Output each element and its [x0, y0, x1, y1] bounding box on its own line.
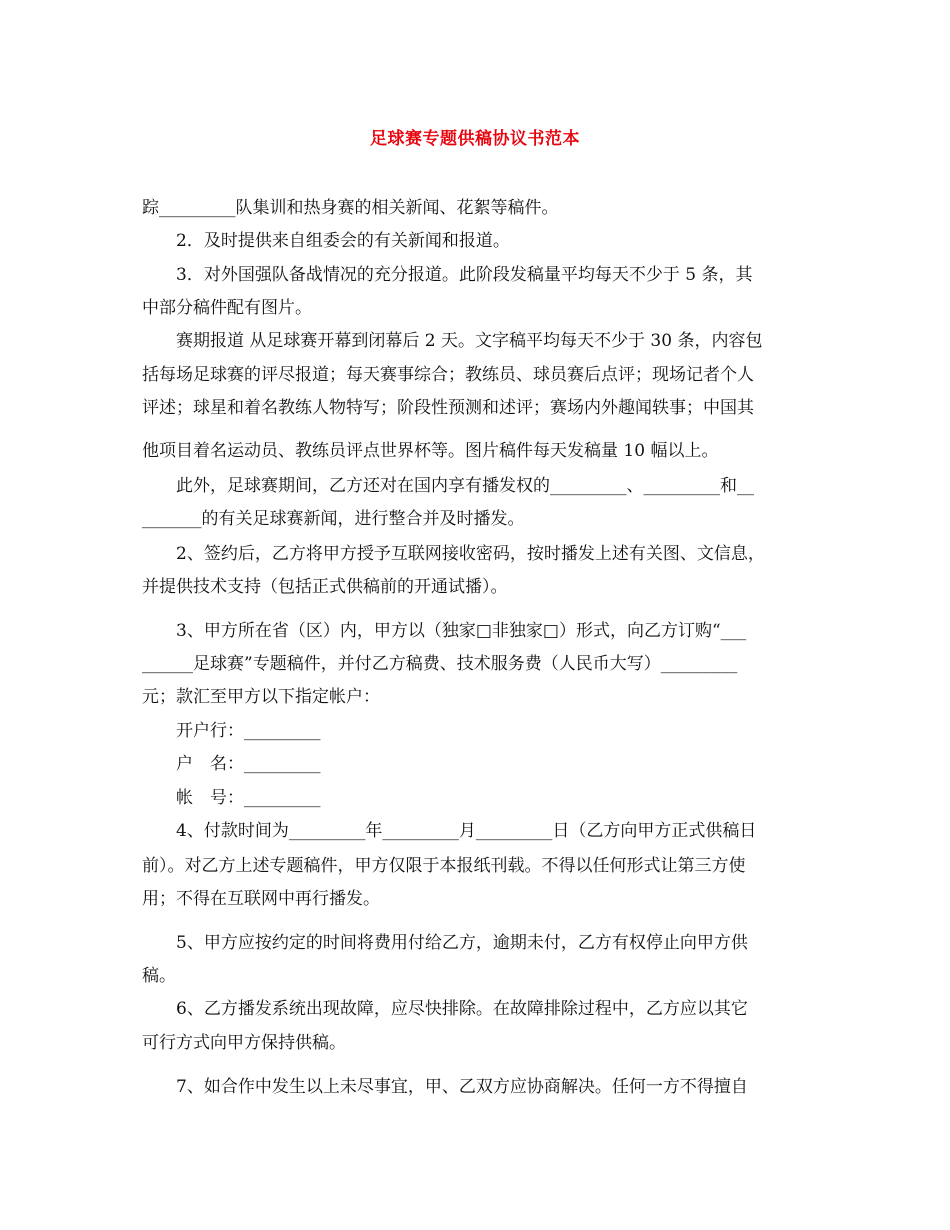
text-line: 可行方式向甲方保持供稿。: [142, 1033, 346, 1053]
text-line: 3、甲方所在省（区）内，甲方以（独家□非独家□）形式，向乙方订购“___: [142, 621, 747, 641]
text-line: 4、付款时间为_________年_________月_________日（乙方向甲方正式供稿日: [142, 821, 757, 841]
text-line: 赛期报道 从足球赛开幕到闭幕后 2 天。文字稿平均每天不少于 30 条，内容包: [142, 331, 763, 351]
text-line: 踪_________队集训和热身赛的相关新闻、花絮等稿件。: [142, 198, 559, 218]
text-line: 5、甲方应按约定的时间将费用付给乙方，逾期未付，乙方有权停止向甲方供: [142, 933, 748, 953]
text-line: 此外，足球赛期间，乙方还对在国内享有播发权的_________、_________和__: [142, 476, 754, 496]
text-line: ______足球赛”专题稿件，并付乙方稿费、技术服务费（人民币大写）_________: [142, 654, 738, 674]
text-line: 稿。: [142, 966, 176, 986]
text-line: 户 名：_________: [142, 754, 321, 774]
text-line: 2．及时提供来自组委会的有关新闻和报道。: [142, 231, 510, 251]
text-line: 3．对外国强队备战情况的充分报道。此阶段发稿量平均每天不少于 5 条，其: [142, 265, 753, 285]
text-line: _______的有关足球赛新闻，进行整合并及时播发。: [142, 509, 525, 529]
text-line: 7、如合作中发生以上未尽事宜，甲、乙双方应协商解决。任何一方不得擅自: [142, 1077, 748, 1097]
text-line: 中部分稿件配有图片。: [142, 298, 312, 318]
document-title: 足球赛专题供稿协议书范本: [370, 129, 580, 149]
text-line: 并提供技术支持（包括正式供稿前的开通试播）。: [142, 577, 508, 597]
text-line: 元；款汇至甲方以下指定帐户：: [142, 687, 380, 707]
text-line: 前）。对乙方上述专题稿件，甲方仅限于本报纸刊载。不得以任何形式让第三方使: [142, 856, 746, 876]
text-line: 帐 号：_________: [142, 788, 321, 808]
text-line: 评述；球星和着名教练人物特写；阶段性预测和述评；赛场内外趣闻轶事；中国其: [142, 398, 754, 418]
text-line: 他项目着名运动员、教练员评点世界杯等。图片稿件每天发稿量 10 幅以上。: [142, 441, 719, 461]
text-line: 括每场足球赛的评尽报道；每天赛事综合；教练员、球员赛后点评；现场记者个人: [142, 365, 754, 385]
text-line: 2、签约后，乙方将甲方授予互联网接收密码，按时播发上述有关图、文信息，: [142, 544, 765, 564]
text-line: 用；不得在互联网中再行播发。: [142, 889, 380, 909]
text-line: 开户行：_________: [142, 721, 321, 741]
text-line: 6、乙方播发系统出现故障，应尽快排除。在故障排除过程中，乙方应以其它: [142, 999, 748, 1019]
